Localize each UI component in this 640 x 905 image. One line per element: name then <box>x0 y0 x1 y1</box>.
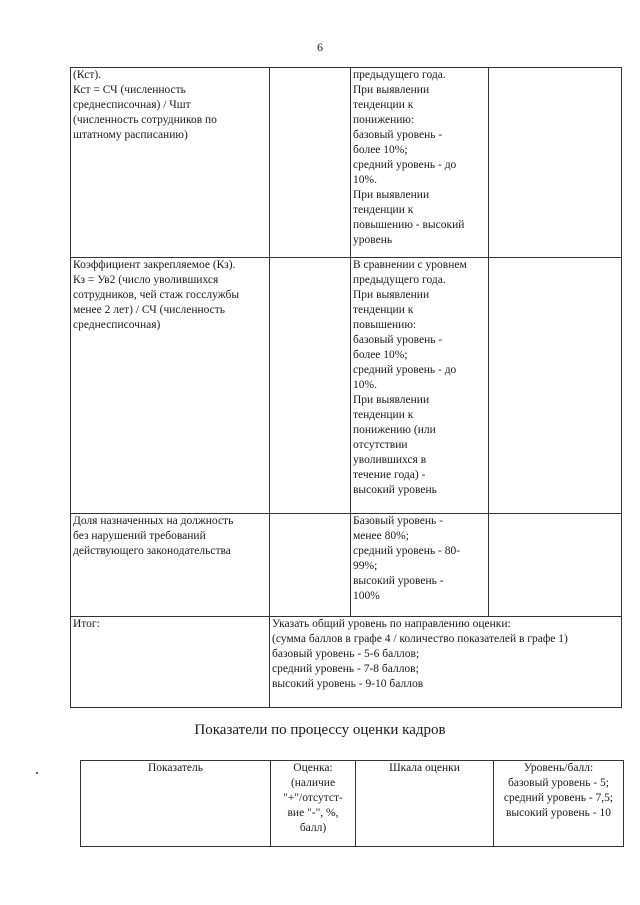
text-line: Коэффициент закрепляемое (Кз). <box>73 259 236 271</box>
text-line: базовый уровень - 5-6 баллов; <box>272 648 420 660</box>
text-line: течение года) - <box>353 469 426 481</box>
header-scale <box>356 761 494 847</box>
text-line: При выявлении <box>353 84 430 96</box>
text-line: базовый уровень - <box>353 129 443 141</box>
text-line: базовый уровень - <box>353 334 443 346</box>
text-line: высокий уровень <box>353 484 437 496</box>
page-number: 6 <box>317 40 323 54</box>
score-cell <box>270 514 351 617</box>
text-line: (сумма баллов в графе 4 / количество показателей в графе 1) <box>272 633 568 645</box>
text-line: (Кст). <box>73 69 102 81</box>
scale-cell <box>351 68 489 258</box>
level-cell <box>489 68 622 258</box>
scale-text <box>353 514 486 604</box>
text-line: "+"/отсутст- <box>283 792 343 804</box>
text-line: среднесписочная) / Чшт <box>73 99 191 111</box>
text-line: понижению (или <box>353 424 436 436</box>
text-line: Кст = СЧ (численность <box>73 84 186 96</box>
text-line: При выявлении <box>353 189 430 201</box>
header-text <box>273 761 353 836</box>
margin-mark <box>36 772 38 774</box>
section-title: Показатели по процессу оценки кадров <box>194 722 446 738</box>
text-line: более 10%; <box>353 144 408 156</box>
text-line: Показатель <box>147 762 204 774</box>
text-line: отсутствии <box>353 439 408 451</box>
text-line: средний уровень - до <box>353 364 457 376</box>
indicator-text <box>73 258 267 333</box>
evaluation-table <box>80 760 624 847</box>
total-label: Итог: <box>71 617 270 708</box>
score-cell <box>270 68 351 258</box>
text-line: высокий уровень - 10 <box>506 807 611 819</box>
text-line: средний уровень - до <box>353 159 457 171</box>
text-line: Базовый уровень - <box>353 515 443 527</box>
text-line: 10%. <box>353 379 377 391</box>
text-line: высокий уровень - 9-10 баллов <box>272 678 424 690</box>
header-indicator <box>81 761 271 847</box>
table-row <box>71 68 622 258</box>
header-text <box>358 761 491 776</box>
scale-cell <box>351 514 489 617</box>
text-line: (наличие <box>290 777 336 789</box>
indicator-cell <box>71 514 270 617</box>
text-line: 100% <box>353 590 380 602</box>
text-line: 99%; <box>353 560 378 572</box>
text-line: сотрудников, чей стаж госслужбы <box>73 289 240 301</box>
text-line: 10%. <box>353 174 377 186</box>
text-line: Шкала оценки <box>389 762 460 774</box>
text-line: В сравнении с уровнем <box>353 259 467 271</box>
text-line: тенденции к <box>353 204 414 216</box>
text-line: (численность сотрудников по <box>73 114 217 126</box>
text-line: менее 2 лет) / СЧ (численность <box>73 304 226 316</box>
text-line: без нарушений требований <box>73 530 206 542</box>
text-line: вие "-", %, <box>287 807 339 819</box>
scale-cell <box>351 258 489 514</box>
level-cell <box>489 258 622 514</box>
text-line: Кз = Ув2 (число уволившихся <box>73 274 219 286</box>
indicator-cell <box>71 258 270 514</box>
text-line: средний уровень - 7,5; <box>503 792 614 804</box>
text-line: предыдущего года. <box>353 69 446 81</box>
header-score <box>271 761 356 847</box>
header-row <box>81 761 624 847</box>
text-line: уволившихся в <box>353 454 427 466</box>
text-line: среднесписочная) <box>73 319 161 331</box>
text-line: При выявлении <box>353 394 430 406</box>
text-line: тенденции к <box>353 304 414 316</box>
text-line: средний уровень - 7-8 баллов; <box>272 663 419 675</box>
text-line: Доля назначенных на должность <box>73 515 234 527</box>
text-line: действующего законодательства <box>73 545 231 557</box>
indicator-text <box>73 68 267 143</box>
text-line: предыдущего года. <box>353 274 446 286</box>
text-line: При выявлении <box>353 289 430 301</box>
text-line: уровень <box>353 234 393 246</box>
text-line: Указать общий уровень по направлению оценки: <box>272 618 511 630</box>
text-line: балл) <box>299 822 327 834</box>
text-line: повышению - высокий <box>353 219 465 231</box>
total-description <box>270 617 622 708</box>
level-cell <box>489 514 622 617</box>
table-row <box>71 258 622 514</box>
total-row <box>71 617 622 708</box>
scale-text <box>353 258 486 498</box>
header-text <box>83 761 268 776</box>
text-line: понижению: <box>353 114 415 126</box>
text-line: базовый уровень - 5; <box>507 777 609 789</box>
scale-text <box>353 68 486 248</box>
table-row <box>71 514 622 617</box>
text-line: Оценка: <box>293 762 333 774</box>
text-line: тенденции к <box>353 99 414 111</box>
indicator-cell <box>71 68 270 258</box>
score-cell <box>270 258 351 514</box>
text-line: штатному расписанию) <box>73 129 188 141</box>
text-line: тенденции к <box>353 409 414 421</box>
indicator-text <box>73 514 267 559</box>
text-line: более 10%; <box>353 349 408 361</box>
total-text <box>272 617 619 692</box>
text-line: менее 80%; <box>353 530 409 542</box>
text-line: Уровень/балл: <box>523 762 594 774</box>
header-level <box>494 761 624 847</box>
main-indicator-table <box>70 67 622 708</box>
text-line: высокий уровень - <box>353 575 444 587</box>
text-line: повышению: <box>353 319 417 331</box>
text-line: средний уровень - 80- <box>353 545 461 557</box>
header-text <box>496 761 621 821</box>
